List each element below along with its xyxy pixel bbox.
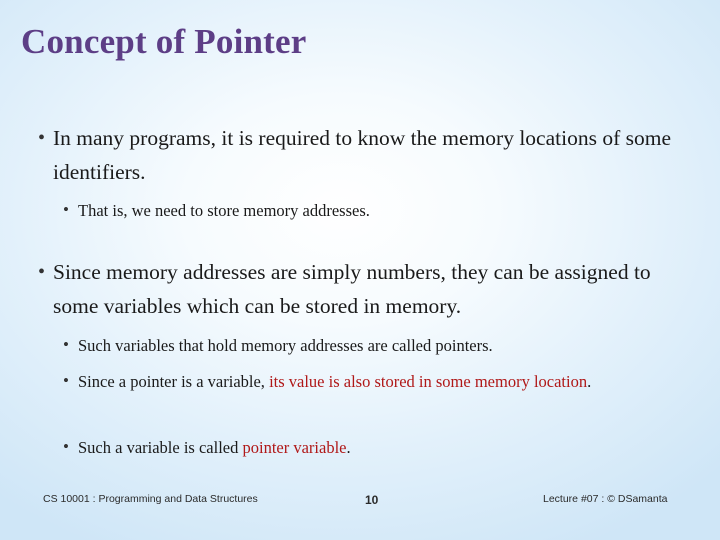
bullet-dot-icon: •: [63, 200, 69, 219]
bullet-dot-icon: •: [38, 127, 46, 149]
bullet-1-1-text: That is, we need to store memory addresses.: [78, 201, 370, 220]
bullet-2-1: [63, 331, 668, 360]
bullet-2-3-post: .: [346, 438, 351, 457]
bullet-dot-icon: •: [63, 437, 69, 456]
bullet-1-1: [63, 196, 668, 225]
bullet-1-text: In many programs, it is required to know the memory locations of some identifiers.: [53, 126, 671, 184]
bullet-2-2-pre: Since a pointer is a variable,: [78, 372, 270, 391]
bullet-dot-icon: •: [63, 371, 69, 390]
footer-course: CS 10001 : Programming and Data Structures: [43, 493, 258, 505]
bullet-2-3: [63, 433, 668, 462]
bullet-1: [38, 121, 693, 189]
bullet-2-2-post: .: [587, 372, 592, 391]
bullet-2-1-text: Such variables that hold memory addresses are called pointers.: [78, 336, 493, 355]
footer-lecture: Lecture #07 : © DSamanta: [543, 493, 668, 505]
bullet-dot-icon: •: [38, 261, 46, 283]
bullet-dot-icon: •: [63, 335, 69, 354]
bullet-2-2-highlight: its value is also stored in some memory location: [269, 372, 588, 391]
footer-page-number: 10: [365, 493, 379, 507]
bullet-2: [38, 255, 693, 323]
bullet-2-3-highlight: pointer variable: [242, 438, 347, 457]
bullet-2-text: Since memory addresses are simply numbers, they can be assigned to some variables which can be stored in memory.: [53, 260, 651, 318]
slide-title: Concept of Pointer: [21, 22, 307, 61]
bullet-2-3-pre: Such a variable is called: [78, 438, 243, 457]
bullet-2-2: [63, 367, 668, 396]
